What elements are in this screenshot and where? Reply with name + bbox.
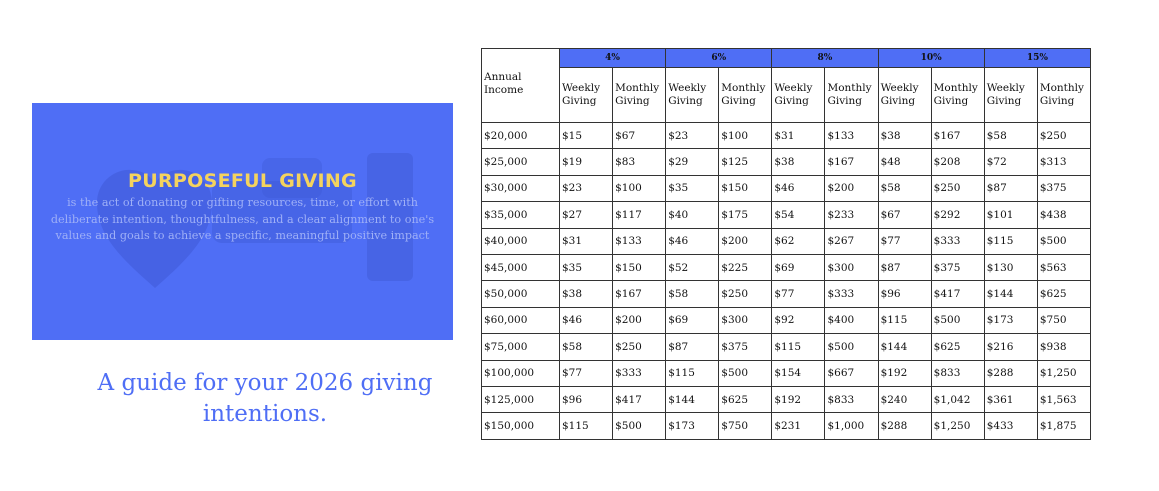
income-cell: $125,000 (482, 386, 560, 412)
weekly-giving-cell: $115 (878, 307, 931, 333)
monthly-giving-cell: $625 (1037, 281, 1090, 307)
monthly-giving-cell: $167 (825, 149, 878, 175)
monthly-giving-cell: $375 (719, 334, 772, 360)
income-cell: $100,000 (482, 360, 560, 386)
monthly-giving-cell: $625 (931, 334, 984, 360)
table-row (482, 307, 1091, 333)
monthly-giving-cell: $250 (1037, 123, 1090, 149)
monthly-giving-cell: $563 (1037, 254, 1090, 280)
percentage-header: 8% (772, 49, 878, 68)
weekly-giving-header: Weekly Giving (984, 68, 1037, 123)
weekly-giving-cell: $216 (984, 334, 1037, 360)
monthly-giving-cell: $1,000 (825, 413, 878, 439)
income-cell: $35,000 (482, 202, 560, 228)
banner-title: PURPOSEFUL GIVING (128, 170, 357, 192)
weekly-giving-cell: $58 (560, 334, 613, 360)
weekly-giving-cell: $115 (984, 228, 1037, 254)
weekly-giving-cell: $92 (772, 307, 825, 333)
income-cell: $45,000 (482, 254, 560, 280)
monthly-giving-header: Monthly Giving (613, 68, 666, 123)
monthly-giving-cell: $250 (931, 175, 984, 201)
monthly-giving-cell: $333 (613, 360, 666, 386)
monthly-giving-cell: $1,042 (931, 386, 984, 412)
monthly-giving-cell: $750 (719, 413, 772, 439)
monthly-giving-cell: $133 (613, 228, 666, 254)
monthly-giving-cell: $625 (719, 386, 772, 412)
weekly-giving-cell: $48 (878, 149, 931, 175)
monthly-giving-cell: $100 (719, 123, 772, 149)
weekly-giving-cell: $23 (666, 123, 719, 149)
table-row (482, 334, 1091, 360)
weekly-giving-cell: $31 (560, 228, 613, 254)
monthly-giving-header: Monthly Giving (931, 68, 984, 123)
monthly-giving-cell: $375 (1037, 175, 1090, 201)
monthly-giving-cell: $833 (825, 386, 878, 412)
monthly-giving-cell: $150 (613, 254, 666, 280)
weekly-giving-cell: $27 (560, 202, 613, 228)
monthly-giving-cell: $200 (613, 307, 666, 333)
table-row (482, 413, 1091, 439)
monthly-giving-cell: $250 (719, 281, 772, 307)
weekly-giving-header: Weekly Giving (666, 68, 719, 123)
monthly-giving-cell: $400 (825, 307, 878, 333)
weekly-giving-cell: $67 (878, 202, 931, 228)
weekly-giving-cell: $130 (984, 254, 1037, 280)
monthly-giving-cell: $417 (613, 386, 666, 412)
guide-tagline: A guide for your 2026 giving intentions. (97, 370, 433, 427)
weekly-giving-cell: $144 (878, 334, 931, 360)
monthly-giving-cell: $417 (931, 281, 984, 307)
weekly-giving-cell: $77 (878, 228, 931, 254)
weekly-giving-cell: $69 (772, 254, 825, 280)
weekly-giving-cell: $19 (560, 149, 613, 175)
banner-description: is the act of donating or gifting resources, time, or effort with deliberate intention, thoughtfulness, and a clear alignment to one's values and goals to achieve a specific, meaningful positive impact (50, 196, 435, 242)
weekly-giving-cell: $173 (666, 413, 719, 439)
table-row (482, 175, 1091, 201)
weekly-giving-cell: $46 (772, 175, 825, 201)
table-row (482, 281, 1091, 307)
table-row (482, 202, 1091, 228)
weekly-giving-cell: $29 (666, 149, 719, 175)
weekly-giving-cell: $40 (666, 202, 719, 228)
table-row (482, 386, 1091, 412)
weekly-giving-cell: $361 (984, 386, 1037, 412)
weekly-giving-cell: $58 (666, 281, 719, 307)
monthly-giving-cell: $225 (719, 254, 772, 280)
weekly-giving-cell: $46 (560, 307, 613, 333)
weekly-giving-cell: $72 (984, 149, 1037, 175)
weekly-giving-cell: $62 (772, 228, 825, 254)
table-row (482, 228, 1091, 254)
monthly-giving-header: Monthly Giving (719, 68, 772, 123)
weekly-giving-cell: $231 (772, 413, 825, 439)
giving-table (481, 48, 1091, 440)
income-cell: $40,000 (482, 228, 560, 254)
monthly-giving-cell: $500 (825, 334, 878, 360)
weekly-giving-cell: $115 (666, 360, 719, 386)
monthly-giving-cell: $133 (825, 123, 878, 149)
weekly-giving-cell: $23 (560, 175, 613, 201)
monthly-giving-cell: $67 (613, 123, 666, 149)
weekly-giving-header: Weekly Giving (772, 68, 825, 123)
monthly-giving-cell: $1,250 (1037, 360, 1090, 386)
monthly-giving-cell: $167 (931, 123, 984, 149)
percentage-header-row (482, 49, 1091, 68)
percentage-header: 6% (666, 49, 772, 68)
percentage-header: 4% (560, 49, 666, 68)
weekly-giving-cell: $38 (878, 123, 931, 149)
weekly-giving-cell: $288 (984, 360, 1037, 386)
monthly-giving-cell: $333 (825, 281, 878, 307)
monthly-giving-cell: $150 (719, 175, 772, 201)
monthly-giving-cell: $267 (825, 228, 878, 254)
monthly-giving-cell: $250 (613, 334, 666, 360)
income-cell: $75,000 (482, 334, 560, 360)
income-cell: $20,000 (482, 123, 560, 149)
purposeful-giving-banner (32, 103, 453, 340)
weekly-giving-cell: $69 (666, 307, 719, 333)
table-row (482, 149, 1091, 175)
monthly-giving-cell: $83 (613, 149, 666, 175)
monthly-giving-cell: $833 (931, 360, 984, 386)
monthly-giving-cell: $125 (719, 149, 772, 175)
monthly-giving-cell: $100 (613, 175, 666, 201)
monthly-giving-cell: $1,875 (1037, 413, 1090, 439)
weekly-giving-cell: $173 (984, 307, 1037, 333)
monthly-giving-cell: $117 (613, 202, 666, 228)
monthly-giving-cell: $375 (931, 254, 984, 280)
weekly-giving-cell: $46 (666, 228, 719, 254)
income-cell: $150,000 (482, 413, 560, 439)
monthly-giving-cell: $233 (825, 202, 878, 228)
monthly-giving-cell: $200 (719, 228, 772, 254)
monthly-giving-cell: $208 (931, 149, 984, 175)
weekly-giving-cell: $96 (560, 386, 613, 412)
weekly-giving-cell: $115 (560, 413, 613, 439)
weekly-giving-cell: $115 (772, 334, 825, 360)
weekly-giving-cell: $35 (560, 254, 613, 280)
income-cell: $50,000 (482, 281, 560, 307)
table-row (482, 360, 1091, 386)
monthly-giving-header: Monthly Giving (1037, 68, 1090, 123)
monthly-giving-cell: $500 (1037, 228, 1090, 254)
monthly-giving-cell: $500 (719, 360, 772, 386)
monthly-giving-cell: $1,250 (931, 413, 984, 439)
weekly-giving-cell: $52 (666, 254, 719, 280)
weekly-giving-cell: $144 (666, 386, 719, 412)
monthly-giving-cell: $500 (613, 413, 666, 439)
weekly-giving-cell: $154 (772, 360, 825, 386)
percentage-header: 15% (984, 49, 1090, 68)
table-row (482, 123, 1091, 149)
weekly-giving-header: Weekly Giving (560, 68, 613, 123)
weekly-giving-cell: $38 (772, 149, 825, 175)
weekly-giving-cell: $192 (772, 386, 825, 412)
weekly-giving-cell: $15 (560, 123, 613, 149)
weekly-giving-cell: $101 (984, 202, 1037, 228)
weekly-giving-cell: $58 (878, 175, 931, 201)
header-corner (482, 49, 560, 68)
monthly-giving-cell: $300 (719, 307, 772, 333)
weekly-giving-cell: $87 (878, 254, 931, 280)
monthly-giving-header: Monthly Giving (825, 68, 878, 123)
weekly-giving-cell: $192 (878, 360, 931, 386)
table-row (482, 254, 1091, 280)
weekly-giving-cell: $77 (560, 360, 613, 386)
monthly-giving-cell: $313 (1037, 149, 1090, 175)
income-cell: $25,000 (482, 149, 560, 175)
monthly-giving-cell: $167 (613, 281, 666, 307)
weekly-giving-cell: $144 (984, 281, 1037, 307)
monthly-giving-cell: $667 (825, 360, 878, 386)
percentage-header: 10% (878, 49, 984, 68)
monthly-giving-cell: $333 (931, 228, 984, 254)
weekly-giving-cell: $58 (984, 123, 1037, 149)
income-cell: $30,000 (482, 175, 560, 201)
weekly-giving-cell: $35 (666, 175, 719, 201)
weekly-giving-cell: $87 (666, 334, 719, 360)
weekly-giving-cell: $240 (878, 386, 931, 412)
sub-header-row (482, 68, 1091, 123)
weekly-giving-cell: $288 (878, 413, 931, 439)
weekly-giving-cell: $87 (984, 175, 1037, 201)
income-cell: $60,000 (482, 307, 560, 333)
weekly-giving-cell: $77 (772, 281, 825, 307)
weekly-giving-cell: $433 (984, 413, 1037, 439)
monthly-giving-cell: $175 (719, 202, 772, 228)
monthly-giving-cell: $1,563 (1037, 386, 1090, 412)
weekly-giving-cell: $31 (772, 123, 825, 149)
annual-income-header: Annual Income (482, 68, 560, 123)
monthly-giving-cell: $200 (825, 175, 878, 201)
weekly-giving-cell: $54 (772, 202, 825, 228)
monthly-giving-cell: $438 (1037, 202, 1090, 228)
monthly-giving-cell: $300 (825, 254, 878, 280)
monthly-giving-cell: $292 (931, 202, 984, 228)
monthly-giving-cell: $500 (931, 307, 984, 333)
weekly-giving-cell: $38 (560, 281, 613, 307)
weekly-giving-header: Weekly Giving (878, 68, 931, 123)
weekly-giving-cell: $96 (878, 281, 931, 307)
monthly-giving-cell: $938 (1037, 334, 1090, 360)
monthly-giving-cell: $750 (1037, 307, 1090, 333)
